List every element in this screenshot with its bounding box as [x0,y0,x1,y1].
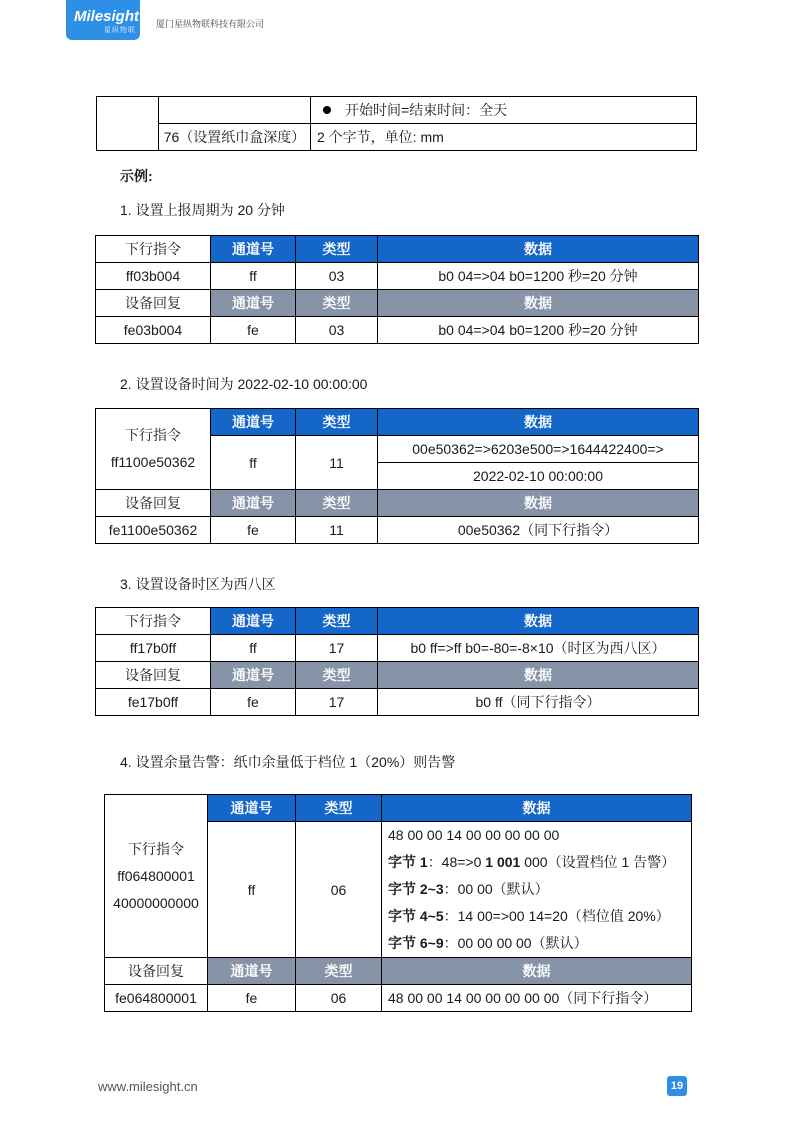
footer-url[interactable]: www.milesight.cn [98,1079,198,1094]
type-header: 类型 [296,662,378,689]
reply-label: 设备回复 [105,958,208,985]
command-code: ff17b0ff [96,635,211,662]
command-code-line-2: 40000000000 [113,894,199,911]
reply-code: fe1100e50362 [96,517,211,544]
type-header: 类型 [296,795,382,822]
type-header: 类型 [296,236,378,263]
empty-cell [159,97,311,124]
byte-label: 字节 2~3 [388,881,444,897]
example-label: 示例: [120,168,153,184]
data-value: b0 04=>04 b0=1200 秒=20 分钟 [378,263,699,290]
channel-value: fe [211,317,296,344]
channel-header: 通道号 [211,236,296,263]
byte-bits: 1 001 [485,854,521,870]
type-value: 06 [296,985,382,1012]
reply-code: fe064800001 [105,985,208,1012]
example-4-table [104,794,692,1012]
example-1-title: 1. 设置上报周期为 20 分钟 [120,202,285,218]
data-details [382,822,692,958]
channel-header: 通道号 [208,958,296,985]
type-header: 类型 [296,409,378,436]
channel-header: 通道号 [211,662,296,689]
type-value: 11 [296,436,378,490]
bullet-icon [323,106,331,114]
channel-value: ff [211,436,296,490]
data-value: 00e50362（同下行指令） [378,517,699,544]
channel-value: fe [211,689,296,716]
byte-desc-tail: 000（设置档位 1 告警） [520,854,676,870]
type-header: 类型 [296,490,378,517]
type-header: 类型 [296,290,378,317]
reply-label: 设备回复 [96,490,211,517]
byte-desc: ：00 00（默认） [443,881,549,897]
channel-header: 通道号 [208,795,296,822]
config-name: 76（设置纸巾盒深度） [159,124,311,151]
data-header: 数据 [378,290,699,317]
config-desc: 2 个字节，单位: mm [311,124,697,151]
reply-code: fe03b004 [96,317,211,344]
channel-value: ff [208,822,296,958]
config-table-continued [96,96,697,151]
logo-text: Milesight [74,8,140,25]
example-2-table [95,408,699,544]
data-value: b0 04=>04 b0=1200 秒=20 分钟 [378,317,699,344]
data-line-4 [388,903,691,930]
downlink-label: 下行指令 [128,840,184,857]
command-code-line-1: ff064800001 [117,867,195,884]
byte-label: 字节 4~5 [388,908,444,924]
byte-label: 字节 1 [388,854,428,870]
channel-header: 通道号 [211,409,296,436]
data-line-1: 48 00 00 14 00 00 00 00 00 [388,827,560,843]
bullet-cell [311,97,697,124]
data-header: 数据 [378,490,699,517]
reply-label: 设备回复 [96,290,211,317]
byte-desc: ：48=>0 [427,854,486,870]
channel-value: fe [211,517,296,544]
channel-header: 通道号 [211,608,296,635]
bullet-text: 开始时间=结束时间：全天 [345,102,508,118]
page-number: 19 [667,1076,687,1096]
byte-desc: ：00 00 00 00（默认） [443,935,588,951]
reply-code: fe17b0ff [96,689,211,716]
company-name: 厦门星纵物联科技有限公司 [156,19,265,29]
data-line-5 [388,930,691,957]
type-value: 17 [296,635,378,662]
command-code: ff03b004 [96,263,211,290]
channel-header: 通道号 [211,290,296,317]
channel-value: fe [208,985,296,1012]
example-4-title: 4. 设置余量告警：纸巾余量低于档位 1（20%）则告警 [120,754,456,770]
example-3-table [95,607,699,716]
type-value: 17 [296,689,378,716]
reply-label: 设备回复 [96,662,211,689]
channel-header: 通道号 [211,490,296,517]
downlink-cell [105,795,208,958]
logo [66,0,140,40]
byte-desc: ：14 00=>00 14=20（档位值 20%） [443,908,670,924]
downlink-label: 下行指令 [96,608,211,635]
data-header: 数据 [382,795,692,822]
data-header: 数据 [378,608,699,635]
data-value: b0 ff=>ff b0=-80=-8×10（时区为西八区） [378,635,699,662]
data-value: b0 ff（同下行指令） [378,689,699,716]
downlink-label: 下行指令 [96,236,211,263]
data-line-3 [388,876,691,903]
example-3-title: 3. 设置设备时区为西八区 [120,576,276,592]
data-header: 数据 [382,958,692,985]
data-line-1: 00e50362=>6203e500=>1644422400=> [378,436,699,463]
data-header: 数据 [378,662,699,689]
data-header: 数据 [378,236,699,263]
data-line-2: 2022-02-10 00:00:00 [378,463,699,490]
channel-value: ff [211,263,296,290]
data-line-2 [388,849,691,876]
empty-cell [97,97,159,151]
type-value: 11 [296,517,378,544]
type-header: 类型 [296,608,378,635]
data-header: 数据 [378,409,699,436]
channel-value: ff [211,635,296,662]
downlink-cell [96,409,211,490]
example-2-title: 2. 设置设备时间为 2022-02-10 00:00:00 [120,376,368,392]
downlink-label: 下行指令 [125,427,181,443]
logo-subtext: 星纵物联 [104,27,136,34]
command-code: ff1100e50362 [110,454,196,470]
byte-label: 字节 6~9 [388,935,444,951]
type-value: 06 [296,822,382,958]
example-1-table [95,235,699,344]
type-header: 类型 [296,958,382,985]
type-value: 03 [296,263,378,290]
type-value: 03 [296,317,378,344]
data-value: 48 00 00 14 00 00 00 00 00（同下行指令） [382,985,692,1012]
